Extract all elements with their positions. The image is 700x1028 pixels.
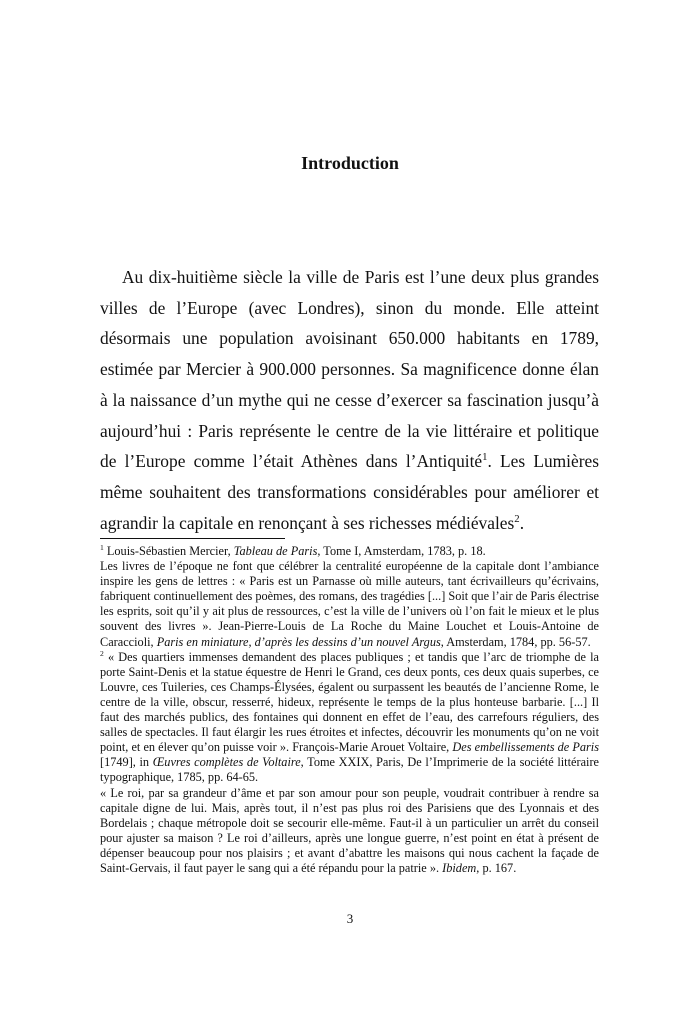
footnote-2-number: 2 bbox=[100, 648, 104, 658]
footnote-2-para-c: , Tome XXIX, Paris, De l’Imprimerie de la société littéraire typographique, 1785, pp. 64-65. bbox=[100, 755, 599, 785]
footnote-2-title-1: Des embellissements de Paris bbox=[452, 740, 599, 755]
body-text-part3: . bbox=[519, 512, 525, 533]
body-text-part2: . Les Lumières même souhaitent des transformations considérables pour améliorer et agrandir la capitale en renonçant à ses richesses médiévales bbox=[100, 451, 599, 533]
footnote-2-paragraph-2 bbox=[100, 786, 599, 877]
footnote-1-para-b: , Amsterdam, 1784, pp. 56-57. bbox=[440, 634, 591, 649]
footnote-1-para-a: Les livres de l’époque ne font que célébrer la centralité européenne de la capitale dont l’ambiance inspire les gens de lettres : « Paris est un Parnasse où mille auteurs, tant écrivailleurs qu’écrivains, fabriquent continuellement des poèmes, des romans, des tragédies [...] Soit que l’air de Paris électrise les esprits, soit qu’il y ait plus de ressources, c’est la ville de l’univers où l’on fait le mieux et le plus souvent des livres ». Jean-Pierre-Louis de La Roche du Maine Louchet et Louis-Antoine de Caraccioli, bbox=[100, 559, 599, 649]
footnote-2-para-a: « Des quartiers immenses demandent des places publiques ; et tandis que l’arc de triomphe de la porte Saint-Denis et la statue équestre de Henri le Grand, ces deux ponts, ces deux quais superbes, ce Louvre, ces Tuileries, ces Champs-Élysées, égalent ou surpassent les beautés de l’ancienne Rome, le centre de la ville, obscur, resserré, hideux, représente le temps de la plus honteuse barbarie. [...] Il faut des marchés publics, des fontaines qui donnent en effet de l’eau, des carrefours réguliers, des salles de spectacles. Il faut élargir les rues étroites et infectes, découvrir les monuments qu’on ne voit point, et en élever qu’on puisse voir ». François-Marie Arouet Voltaire, bbox=[100, 649, 599, 755]
footnote-1-number: 1 bbox=[100, 542, 104, 552]
footnote-1-text-a: Louis-Sébastien Mercier, bbox=[106, 544, 234, 558]
page-number: 3 bbox=[346, 911, 354, 926]
footnotes bbox=[100, 544, 599, 876]
body-text-part1: Au dix-huitième siècle la ville de Paris est l’une deux plus grandes villes de l’Europe (avec Londres), sinon du monde. Elle atteint désormais une population avoisinant 650.000 habitants en 1789, estimée par Mercier à 900.000 personnes. Sa magnificence donne élan à la naissance d’un mythe qui ne cesse d’exercer sa fascination jusqu’à aujourd’hui : Paris représente le centre de la vie littéraire et politique de l’Europe comme l’était Athènes dans l’Antiquité bbox=[100, 267, 599, 472]
footnote-2-para2-a: « Le roi, par sa grandeur d’âme et par son amour pour son peuple, voudrait contribuer à rendre sa capitale digne de lui. Mais, après tout, il n’est pas plus roi des Parisiens que des Lyonnais et des Bordelais ; chaque métropole doit se secourir elle-même. Faut-il à un particulier un arrêt du conseil pour ajuster sa maison ? Le roi d’ailleurs, après une longue guerre, n’est point en état à présent de dépenser beaucoup pour nos plaisirs ; et avant d’abattre les maisons qui nous cachent la façade de Saint-Gervais, il faut payer le sang qui a été répandu pour la patrie ». bbox=[100, 785, 599, 875]
footnote-2-ibidem: Ibidem bbox=[442, 860, 477, 875]
footnote-ref-2[interactable]: 2 bbox=[514, 512, 520, 525]
page-title: Introduction bbox=[301, 153, 399, 173]
footnote-ref-1[interactable]: 1 bbox=[482, 451, 488, 464]
footnote-2-paragraph bbox=[100, 650, 599, 786]
footnote-2-para-b: [1749], in bbox=[100, 755, 153, 770]
footnote-1-text-b: , Tome I, Amsterdam, 1783, p. 18. bbox=[317, 544, 486, 558]
footnote-2-title-2: Œuvres complètes de Voltaire bbox=[152, 755, 301, 770]
footnote-separator bbox=[100, 538, 285, 539]
footnote-1-title: Tableau de Paris bbox=[233, 544, 318, 558]
footnote-1-para-title: Paris en miniature, d’après les dessins d’un nouvel Argus bbox=[156, 634, 441, 649]
footnote-1-line bbox=[100, 544, 599, 559]
footnote-1-paragraph bbox=[100, 559, 599, 650]
body-paragraph bbox=[100, 262, 599, 538]
footnote-2-para2-b: , p. 167. bbox=[476, 860, 517, 875]
